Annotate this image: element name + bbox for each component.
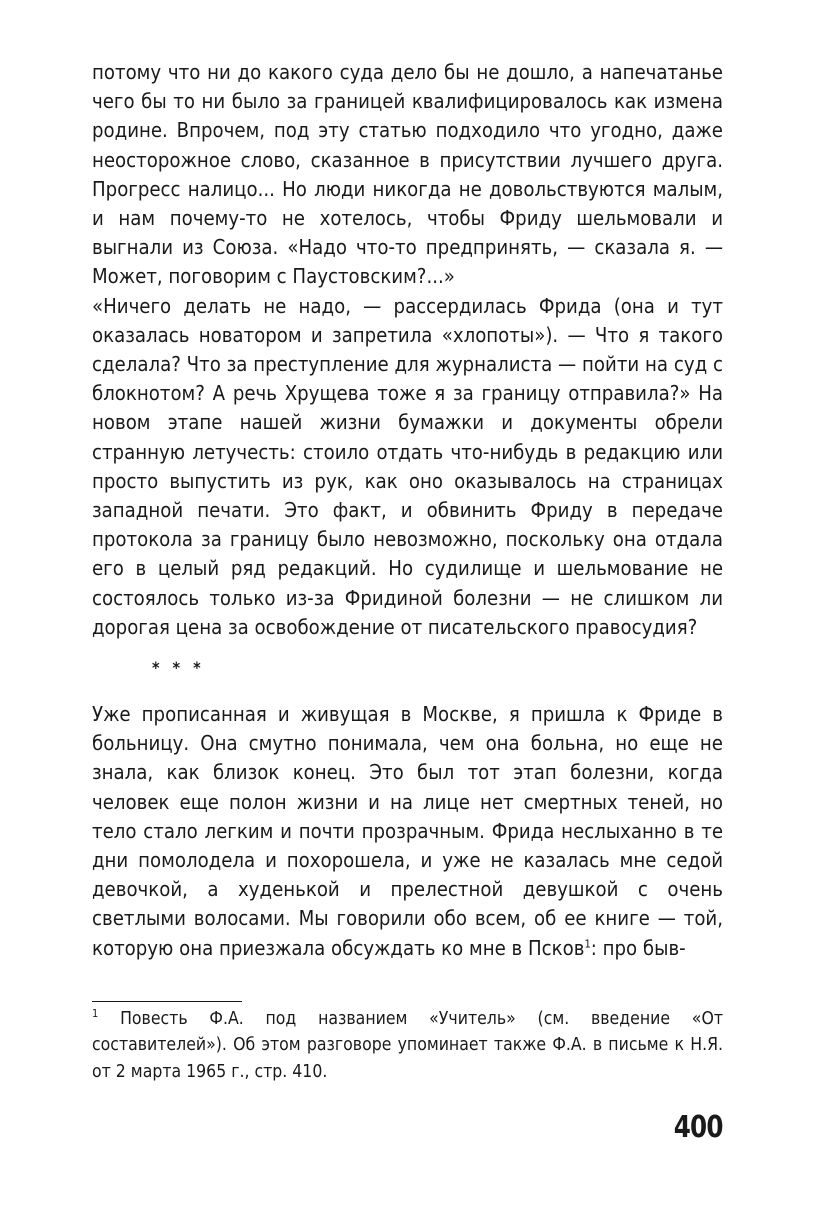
paragraph-3-continuation: : про быв- [590,935,686,960]
paragraph-3-text: Уже прописанная и живущая в Москве, я пришла к Фриде в больницу. Она смутно понимала, чем она больна, но еще не знала, как близок конец. Это был тот этап болезни, когда человек еще полон жизни и на лице нет смертных теней, но тело стало легким и почти прозрачным. Фрида неслыханно в те дни помолодела и похорошела, и уже не казалась мне седой девочкой, а худенькой и прелестной девушкой с очень светлыми волосами. Мы говорили обо всем, об ее книге — той, которую она приезжала обсуждать ко мне в Псков [92,702,723,960]
footnote [92,1006,723,1086]
paragraph-1: потому что ни до какого суда дело бы не дошло, а напечатанье чего бы то ни было за границей квалифицировалось как измена родине. Впрочем, под эту статью подходило что угодно, даже неосторожное слово, сказанное в присутствии лучшего друга. Прогресс налицо... Но люди никогда не довольствуются малым, и нам почему-то не хотелось, чтобы Фриду шельмовали и выгнали из Союза. «Надо что-то предпринять, — сказала я. — Может, поговорим с Паустовским?...» [92,60,723,289]
section-break-asterism: * * * [152,658,205,678]
paragraph-2: «Ничего делать не надо, — рассердилась Фрида (она и тут оказалась новатором и запретила «хлопоты»). — Что я такого сделала? Что за преступление для журналиста — пойти на суд с блокнотом? А речь Хрущева тоже я за границу отправила?» На новом этапе нашей жизни бумажки и документы обрели странную летучесть: стоило отдать что-нибудь в редакцию или просто выпустить из рук, как оно оказывалось на страницах западной печати. Это факт, и обвинить Фриду в передаче протокола за границу было невозможно, поскольку она отдала его в целый ряд редакций. Но судилище и шельмование не состоялось только из-за Фридиной болезни — не слишком ли дорогая цена за освобождение от писательского правосудия? [92,293,723,639]
page-body [92,58,723,1085]
footnote-divider [92,1001,242,1002]
footnote-reference-mark[interactable]: 1 [584,936,591,950]
footnote-mark: 1 [92,1007,99,1021]
paragraph-3 [92,700,723,963]
page-number: 400 [674,1110,723,1145]
footnote-text: Повесть Ф.А. под названием «Учитель» (см. введение «От составителей»). Об этом разговоре упоминает также Ф.А. в письме к Н.Я. от 2 марта 1965 г., стр. 410. [92,1008,723,1082]
